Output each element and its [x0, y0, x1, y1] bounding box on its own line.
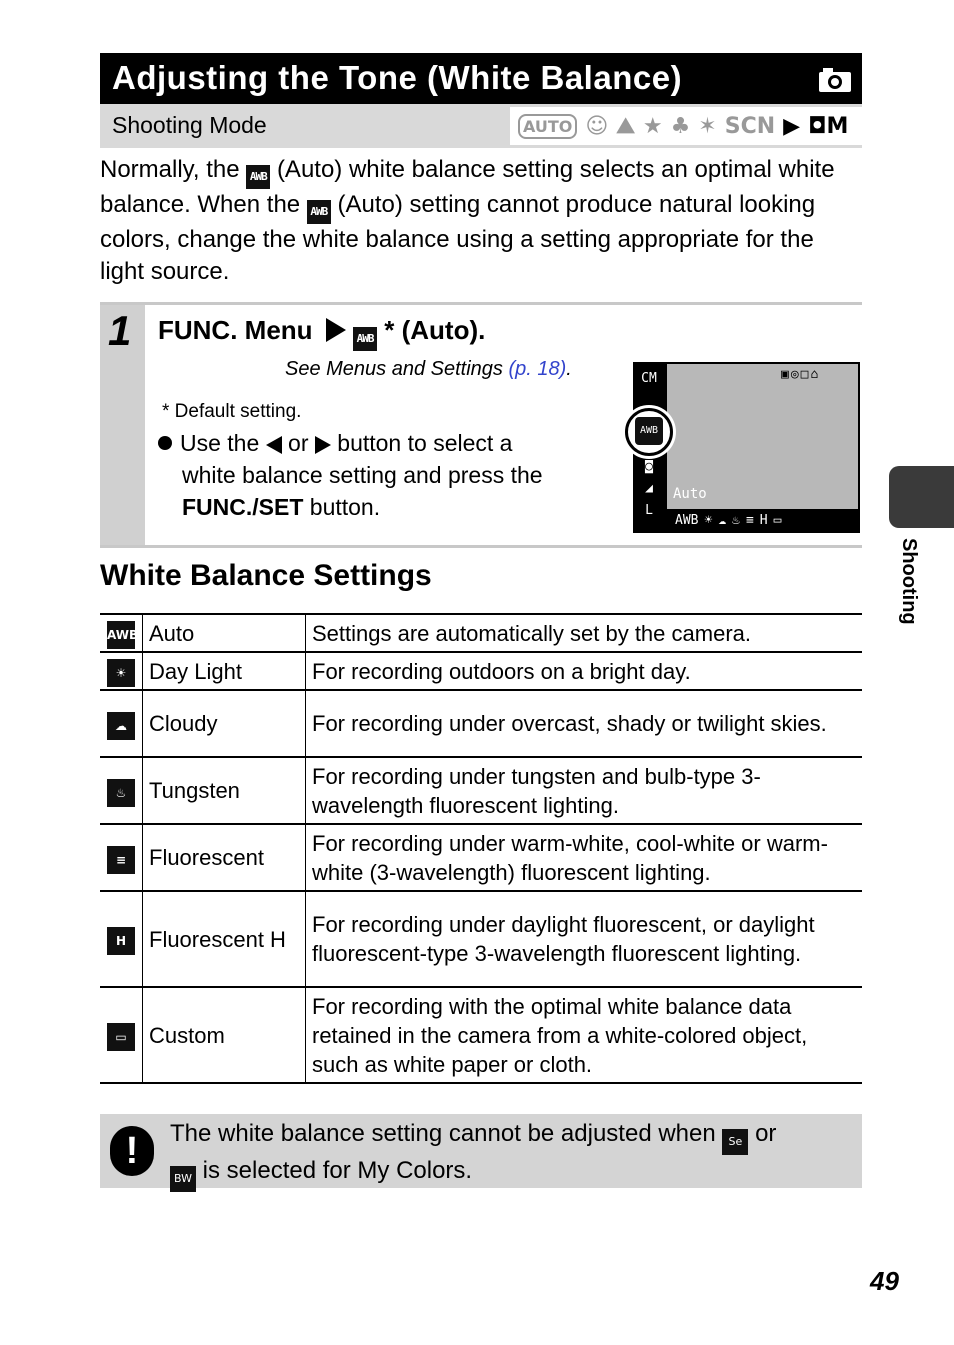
lcd-status-icons: ▣◎□⌂ [781, 367, 821, 382]
wb-mode-icon: ≡ [107, 846, 135, 874]
title-bar [100, 53, 862, 104]
shooting-mode-label: Shooting Mode [112, 112, 267, 138]
default-note: * Default setting. [162, 401, 302, 422]
table-row [100, 757, 862, 824]
page-link[interactable]: (p. 18) [508, 358, 567, 380]
left-arrow-icon [266, 436, 282, 454]
auto-mode-icon: AUTO [518, 114, 577, 139]
bullet-icon [158, 436, 172, 450]
page-number: 49 [870, 1266, 899, 1296]
arrow-right-icon [326, 318, 346, 342]
chapter-label: Shooting [898, 538, 920, 625]
step-1-box [100, 302, 862, 548]
wb-mode-icon: ▭ [107, 1023, 135, 1051]
wb-name: Cloudy [143, 690, 306, 757]
wb-mode-icon: ☀ [107, 659, 135, 687]
table-row [100, 652, 862, 690]
step-number: 1 [108, 307, 132, 354]
lcd-selected-awb: AWB [625, 408, 673, 456]
caution-note [100, 1114, 862, 1188]
bw-icon: BW [170, 1166, 196, 1192]
wb-name: Day Light [143, 652, 306, 690]
wb-name: Tungsten [143, 757, 306, 824]
wb-description: For recording under overcast, shady or twilight skies. [306, 690, 863, 757]
camera-m-icon: ◘M [808, 113, 849, 139]
page-title: Adjusting the Tone (White Balance) [112, 59, 683, 96]
chapter-tab [889, 466, 954, 528]
table-row [100, 987, 862, 1083]
wb-description: For recording outdoors on a bright day. [306, 652, 863, 690]
landscape-icon: ⛰ [616, 113, 635, 139]
camera-icon [818, 67, 852, 93]
wb-mode-icon: H [107, 927, 135, 955]
awb-icon: AWB [307, 200, 331, 224]
see-reference: See Menus and Settings (p. 18). [285, 358, 572, 380]
caution-icon: ! [110, 1126, 154, 1176]
lcd-left-column: CM ◙ ◢ L [641, 371, 657, 518]
table-row [100, 824, 862, 891]
awb-icon: AWB [246, 165, 270, 189]
right-arrow-icon [315, 436, 331, 454]
indoor-icon: ✶ [698, 113, 717, 139]
lcd-auto-label: Auto [673, 486, 707, 502]
wb-description: Settings are automatically set by the camera. [306, 614, 863, 652]
night-icon: ★ [642, 113, 663, 139]
wb-mode-icon: ♨ [107, 779, 135, 807]
shooting-mode-bar [100, 104, 862, 148]
scn-icon: SCN [724, 113, 776, 139]
awb-icon: AWB [353, 327, 377, 351]
section-title: White Balance Settings [100, 559, 432, 592]
white-balance-table [100, 613, 862, 1084]
step-bullet: Use the or button to select a white balance setting and press the FUNC./SET button. [158, 427, 598, 523]
movie-icon: ▶ [783, 113, 801, 139]
wb-name: Fluorescent [143, 824, 306, 891]
camera-lcd-screenshot [633, 362, 860, 533]
kids-pets-icon: ♣ [670, 113, 691, 139]
lcd-wb-strip: AWB ☀ ☁ ♨ ≡ H ▭ [675, 512, 782, 528]
wb-description: For recording under daylight fluorescent, or daylight fluorescent-type 3-wavelength fluorescent lighting. [306, 891, 863, 987]
wb-name: Fluorescent H [143, 891, 306, 987]
caution-text: The white balance setting cannot be adjusted when Se or BW is selected for My Colors. [170, 1118, 850, 1192]
wb-mode-icon: ☁ [107, 712, 135, 740]
table-row [100, 891, 862, 987]
portrait-icon: ☺ [585, 113, 609, 139]
intro-paragraph: Normally, the AWB (Auto) white balance setting selects an optimal white balance. When the AWB (Auto) setting cannot produce natural looking colors, change the white balance using a setting appropriate for the light source. [100, 156, 835, 286]
sepia-icon: Se [722, 1129, 748, 1155]
wb-name: Custom [143, 987, 306, 1083]
shooting-mode-icons [510, 107, 954, 145]
wb-mode-icon: AWB [107, 621, 135, 649]
step-heading: FUNC. Menu AWB * (Auto). [158, 315, 485, 351]
step-sidebar [100, 305, 145, 545]
wb-description: For recording under warm-white, cool-white or warm-white (3-wavelength) fluorescent lighting. [306, 824, 863, 891]
wb-description: For recording under tungsten and bulb-type 3-wavelength fluorescent lighting. [306, 757, 863, 824]
table-row [100, 614, 862, 652]
wb-description: For recording with the optimal white balance data retained in the camera from a white-colored object, such as white paper or cloth. [306, 987, 863, 1083]
table-row [100, 690, 862, 757]
wb-name: Auto [143, 614, 306, 652]
